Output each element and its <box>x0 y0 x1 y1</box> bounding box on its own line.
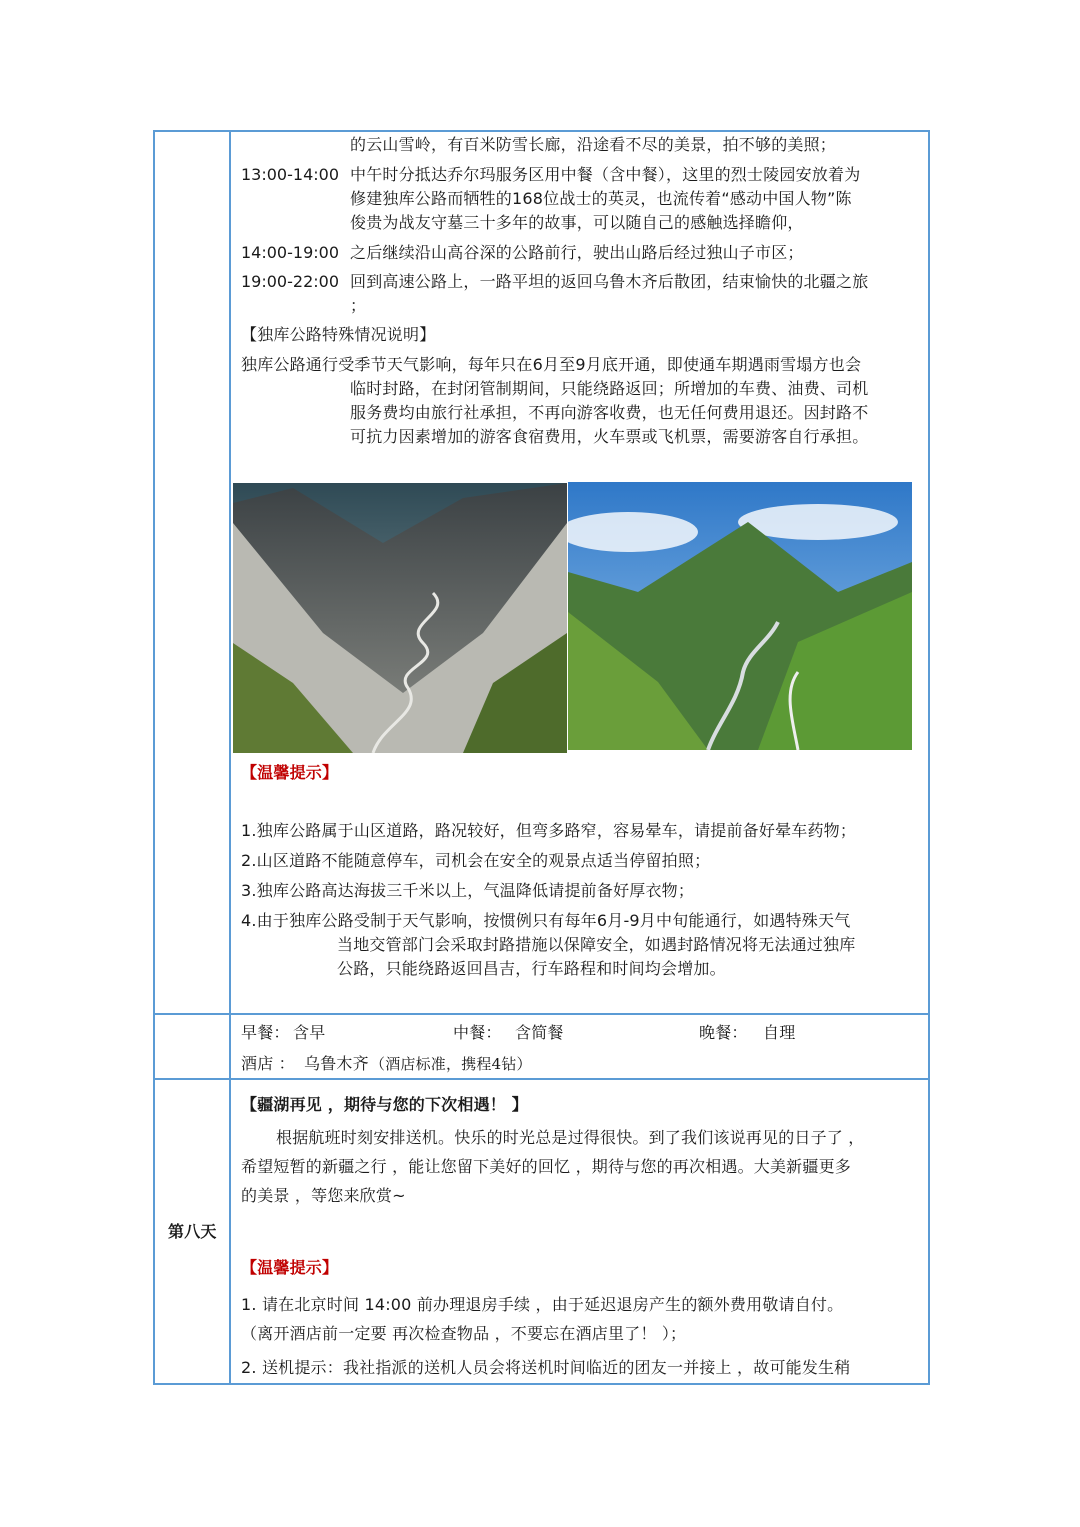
intro-tail: 的云山雪岭，有百米防雪长廊，沿途看不尽的美景，拍不够的美照； <box>350 135 837 154</box>
tip-item: 3.独库公路高达海拔三千米以上，气温降低请提前备好厚衣物； <box>241 881 695 900</box>
special-text: 独库公路通行受季节天气影响，每年只在6月至9月底开通，即使通车期遇雨雪塌方也会 <box>241 355 862 374</box>
column-divider <box>229 130 231 1385</box>
row-divider-day8 <box>153 1078 930 1080</box>
schedule-text: 之后继续沿山高谷深的公路前行，驶出山路后经过独山子市区； <box>350 243 804 262</box>
tip-item: 2.山区道路不能随意停车，司机会在安全的观景点适当停留拍照； <box>241 851 711 870</box>
breakfast-label: 早餐： <box>241 1023 290 1042</box>
hotel-city: 乌鲁木齐 <box>304 1054 369 1073</box>
special-text: 临时封路，在封闭管制期间，只能绕路返回；所增加的车费、油费、司机 <box>350 379 869 398</box>
day8-body: 根据航班时刻安排送机。快乐的时光总是过得很快。到了我们该说再见的日子了 ， <box>276 1128 865 1147</box>
day8-body: 的美景 ，等您来欣赏~ <box>241 1186 406 1205</box>
schedule-text: 中午时分抵达乔尔玛服务区用中餐（含中餐），这里的烈士陵园安放着为 <box>350 165 861 184</box>
mountain-road-photo-left <box>233 483 567 753</box>
dinner-label: 晚餐： <box>699 1023 748 1042</box>
schedule-text: 回到高速公路上，一路平坦的返回乌鲁木齐后散团，结束愉快的北疆之旅 <box>350 272 869 291</box>
tip-item: 公路，只能绕路返回昌吉，行车路程和时间均会增加。 <box>337 959 726 978</box>
breakfast-value: 含早 <box>293 1023 326 1042</box>
row-divider-meals <box>153 1013 930 1015</box>
hotel-note: （酒店标准，携程4钻） <box>370 1055 532 1073</box>
day8-body: 希望短暂的新疆之行 ，能让您留下美好的回忆 ，期待与您的再次相遇。大美新疆更多 <box>241 1157 851 1176</box>
day8-tip-item: 1. 请在北京时间 14:00 前办理退房手续 ，由于延迟退房产生的额外费用敬请自付。 <box>241 1295 844 1314</box>
schedule-time: 19:00-22:00 <box>241 272 339 291</box>
special-text: 服务费均由旅行社承担，不再向游客收费，也无任何费用退还。因封路不 <box>350 403 869 422</box>
schedule-text: 修建独库公路而牺牲的168位战士的英灵，也流传着“感动中国人物”陈 <box>350 189 852 208</box>
dinner-value: 自理 <box>763 1023 796 1042</box>
lunch-value: 含简餐 <box>515 1023 564 1042</box>
schedule-time: 14:00-19:00 <box>241 243 339 262</box>
lunch-label: 中餐： <box>453 1023 502 1042</box>
day-label: 第八天 <box>168 1222 217 1241</box>
day8-tip-item: 2. 送机提示：我社指派的送机人员会将送机时间临近的团友一并接上 ，故可能发生稍 <box>241 1358 851 1377</box>
tips-title: 【温馨提示】 <box>241 763 339 782</box>
hotel-label: 酒店 ： <box>241 1054 295 1073</box>
day8-title: 【疆湖再见 ，期待与您的下次相遇！ 】 <box>241 1095 528 1114</box>
special-title: 【独库公路特殊情况说明】 <box>241 325 436 344</box>
tip-item: 当地交管部门会采取封路措施以保障安全，如遇封路情况将无法通过独库 <box>337 935 856 954</box>
day8-tip-item: （离开酒店前一定要 再次检查物品 ，不要忘在酒店里了！ ）； <box>241 1324 687 1343</box>
schedule-text: 俊贵为战友守墓三十多年的故事，可以随自己的感触选择瞻仰， <box>350 213 804 232</box>
tip-item: 1.独库公路属于山区道路，路况较好，但弯多路窄，容易晕车，请提前备好晕车药物； <box>241 821 857 840</box>
day8-tips-title: 【温馨提示】 <box>241 1258 339 1277</box>
tip-item: 4.由于独库公路受制于天气影响，按惯例只有每年6月-9月中旬能通行，如遇特殊天气 <box>241 911 851 930</box>
green-valley-photo-right <box>568 482 912 750</box>
schedule-text: ； <box>350 296 367 315</box>
schedule-time: 13:00-14:00 <box>241 165 339 184</box>
special-text: 可抗力因素增加的游客食宿费用，火车票或飞机票，需要游客自行承担。 <box>350 427 869 446</box>
